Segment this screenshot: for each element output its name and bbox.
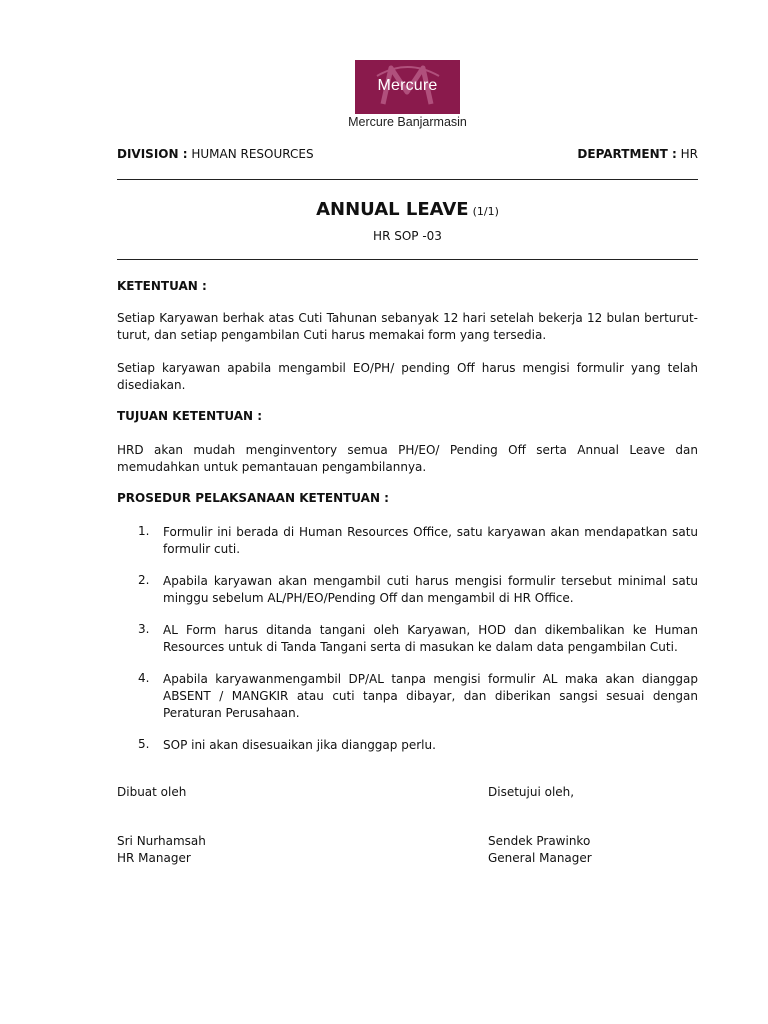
- division-label: DIVISION :: [117, 147, 188, 161]
- list-item: Apabila karyawanmengambil DP/AL tanpa mengisi formulir AL maka akan dianggap ABSENT / MANGKIR atau cuti tanpa dibayar, dan diberikan sangsi sesuai dengan Peraturan Perusahaan.: [163, 672, 698, 720]
- prosedur-heading: PROSEDUR PELAKSANAAN KETENTUAN :: [117, 491, 389, 505]
- title-text: ANNUAL LEAVE: [316, 199, 469, 220]
- list-item-number: 4.: [138, 671, 150, 685]
- preparer-title: HR Manager: [117, 851, 191, 865]
- tujuan-heading: TUJUAN KETENTUAN :: [117, 409, 263, 423]
- title-divider: [117, 259, 698, 260]
- department-line: [577, 147, 698, 161]
- list-item-number: 2.: [138, 573, 150, 587]
- header-divider: [117, 179, 698, 180]
- ketentuan-paragraph-2: Setiap karyawan apabila mengambil EO/PH/ pending Off harus mengisi formulir yang telah disediakan.: [117, 361, 698, 392]
- tujuan-paragraph: HRD akan mudah menginventory semua PH/EO/ Pending Off serta Annual Leave dan memudahkan untuk pemantauan pengambilannya.: [117, 443, 698, 474]
- division-line: [117, 147, 314, 161]
- approver-name: Sendek Prawinko: [488, 834, 591, 848]
- document-code: HR SOP -03: [373, 229, 442, 243]
- hotel-name: Mercure Banjarmasin: [348, 115, 467, 129]
- approver-title: General Manager: [488, 851, 592, 865]
- preparer-name: Sri Nurhamsah: [117, 834, 206, 848]
- list-item-number: 1.: [138, 524, 150, 538]
- prepared-by-label: Dibuat oleh: [117, 785, 187, 799]
- department-label: DEPARTMENT :: [577, 147, 677, 161]
- document-title: [0, 199, 768, 220]
- page-indicator: (1/1): [472, 205, 499, 218]
- list-item: SOP ini akan disesuaikan jika dianggap perlu.: [163, 738, 436, 752]
- list-item-number: 3.: [138, 622, 150, 636]
- approved-by-label: Disetujui oleh,: [488, 785, 575, 799]
- department-value: HR: [680, 147, 698, 161]
- list-item-number: 5.: [138, 737, 150, 751]
- list-item: Formulir ini berada di Human Resources Office, satu karyawan akan mendapatkan satu formulir cuti.: [163, 525, 698, 556]
- mercure-logo: [355, 60, 460, 114]
- division-value: HUMAN RESOURCES: [191, 147, 314, 161]
- logo-text: Mercure: [377, 77, 438, 94]
- ketentuan-paragraph-1: Setiap Karyawan berhak atas Cuti Tahunan sebanyak 12 hari setelah bekerja 12 bulan berturut- turut, dan setiap pengambilan Cuti harus memakai form yang tersedia.: [117, 311, 698, 342]
- list-item: AL Form harus ditanda tangani oleh Karyawan, HOD dan dikembalikan ke Human Resources untuk di Tanda Tangani serta di masukan ke dalam data pengambilan Cuti.: [163, 623, 698, 654]
- list-item: Apabila karyawan akan mengambil cuti harus mengisi formulir tersebut minimal satu minggu sebelum AL/PH/EO/Pending Off dan mengambil di HR Office.: [163, 574, 698, 605]
- ketentuan-heading: KETENTUAN :: [117, 279, 207, 293]
